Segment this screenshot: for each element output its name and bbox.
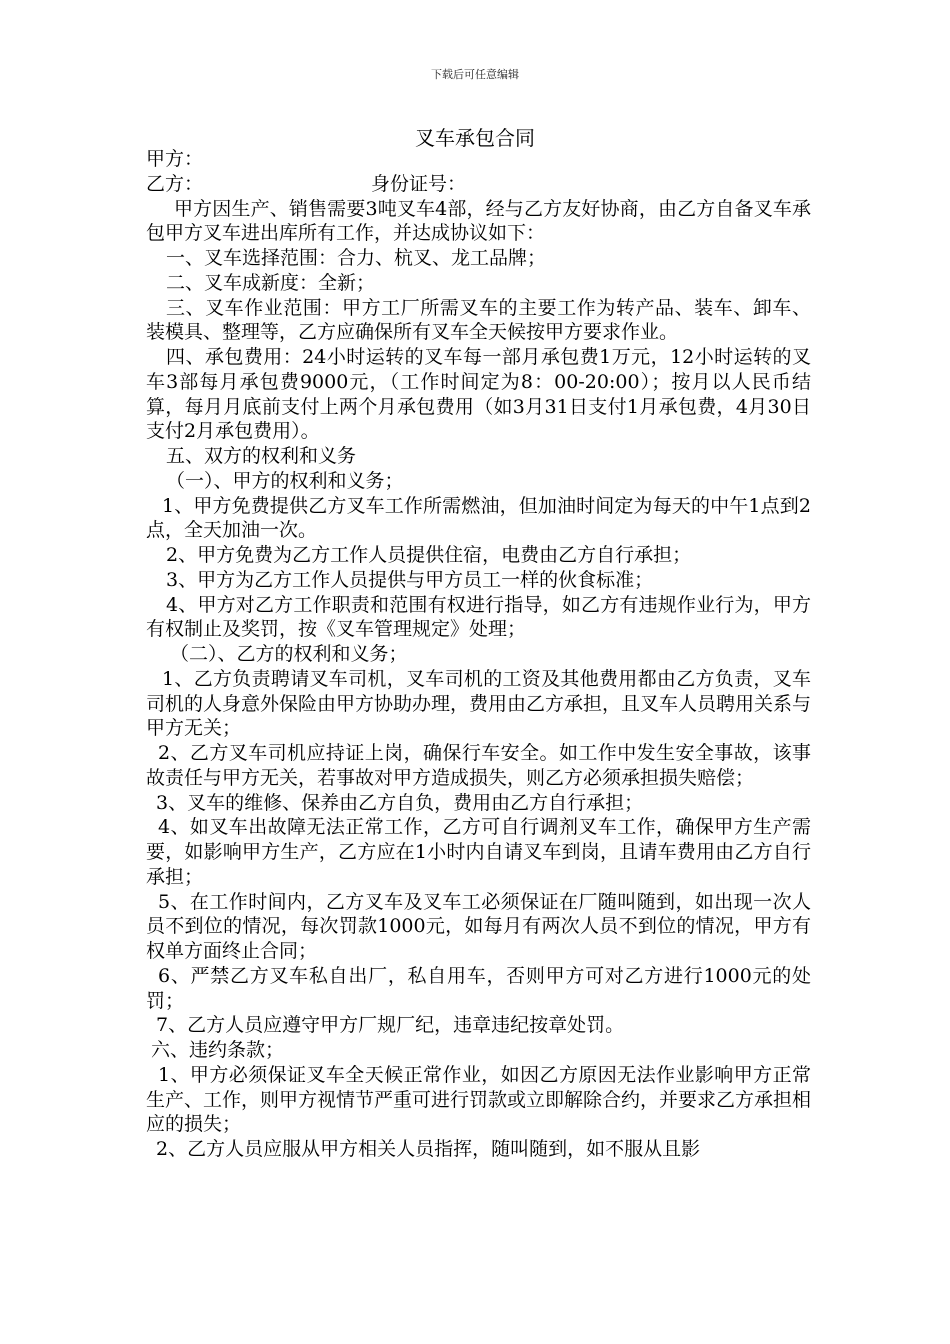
breach-item-2: 2、乙方人员应服从甲方相关人员指挥，随叫随到，如不服从且影	[156, 1138, 701, 1160]
b-item-4: 4、如叉车出故障无法正常工作，乙方可自行调剂叉车工作，确保甲方生产需要，如影响甲方生产，乙方应在1小时内自请叉车到岗，且请车费用由乙方自行承担；	[146, 816, 811, 888]
contract-body	[146, 147, 811, 1162]
a-item-2: 2、甲方免费为乙方工作人员提供住宿，电费由乙方自行承担；	[166, 544, 692, 566]
clause-1: 一、叉车选择范围：合力、杭叉、龙工品牌；	[166, 247, 547, 269]
a-item-3: 3、甲方为乙方工作人员提供与甲方员工一样的伙食标准；	[166, 568, 654, 591]
clause-5-heading: 五、双方的权利和义务	[166, 445, 357, 467]
section-b-heading: （二）、乙方的权利和义务；	[170, 643, 408, 665]
a-item-4: 4、甲方对乙方工作职责和范围有权进行指导，如乙方有违规作业行为，甲方有权制止及奖罚，按《叉车管理规定》处理；	[146, 593, 811, 641]
clause-2: 二、叉车成新度：全新；	[166, 271, 376, 294]
b-item-1: 1、乙方负责聘请叉车司机，叉车司机的工资及其他费用都由乙方负责，叉车司机的人身意外保险由甲方协助办理，费用由乙方承担，且叉车人员聘用关系与甲方无关；	[146, 667, 812, 740]
clause-3: 三、叉车作业范围：甲方工厂所需叉车的主要工作为转产品、装车、卸车、装模具、整理等，乙方应确保所有叉车全天候按甲方要求作业。	[146, 296, 811, 344]
a-item-1: 1、甲方免费提供乙方叉车工作所需燃油，但加油时间定为每天的中午1点到2点，全天加油一次。	[146, 494, 811, 542]
party-a-line	[146, 147, 811, 172]
party-a-label: 甲方：	[146, 148, 204, 170]
section-a-heading: （一）、甲方的权利和义务；	[166, 469, 404, 492]
clause-4: 四、承包费用：24小时运转的叉车每一部月承包费1万元，12小时运转的叉车3部每月承包费9000元，（工作时间定为8：00-20:00）；按月以人民币结算，每月月底前支付上两个月承包费用（如3月31日支付1月承包费，4月30日支付2月承包费用）。	[146, 346, 811, 443]
b-item-7: 7、乙方人员应遵守甲方厂规厂纪，违章违纪按章处罚。	[156, 1014, 625, 1037]
document-title: 叉车承包合同	[415, 126, 535, 150]
b-item-2: 2、乙方叉车司机应持证上岗，确保行车安全。如工作中发生安全事故，该事故责任与甲方无关，若事故对甲方造成损失，则乙方必须承担损失赔偿；	[146, 742, 811, 789]
b-item-6: 6、严禁乙方叉车私自出厂，私自用车，否则甲方可对乙方进行1000元的处罚；	[146, 964, 811, 1012]
header-note: 下载后可任意编辑	[431, 68, 519, 81]
party-b-label: 乙方：	[146, 172, 204, 195]
breach-item-1: 1、甲方必须保证叉车全天候正常作业，如因乙方原因无法作业影响甲方正常生产、工作，则甲方视情节严重可进行罚款或立即解除合约，并要求乙方承担相应的损失；	[146, 1063, 812, 1136]
b-item-5: 5、在工作时间内，乙方叉车及叉车工必须保证在厂随叫随到，如出现一次人员不到位的情况，每次罚款1000元，如每月有两次人员不到位的情况，甲方有权单方面终止合同；	[146, 890, 811, 962]
id-number-label: 身份证号：	[371, 172, 467, 195]
intro-paragraph: 甲方因生产、销售需要3吨叉车4部，经与乙方友好协商，由乙方自备叉车承包甲方叉车进出库所有工作，并达成协议如下：	[146, 197, 811, 245]
party-b-line	[146, 172, 811, 197]
clause-6-heading: 六、违约条款；	[151, 1039, 285, 1061]
b-item-3: 3、叉车的维修、保养由乙方自负，费用由乙方自行承担；	[156, 791, 644, 814]
